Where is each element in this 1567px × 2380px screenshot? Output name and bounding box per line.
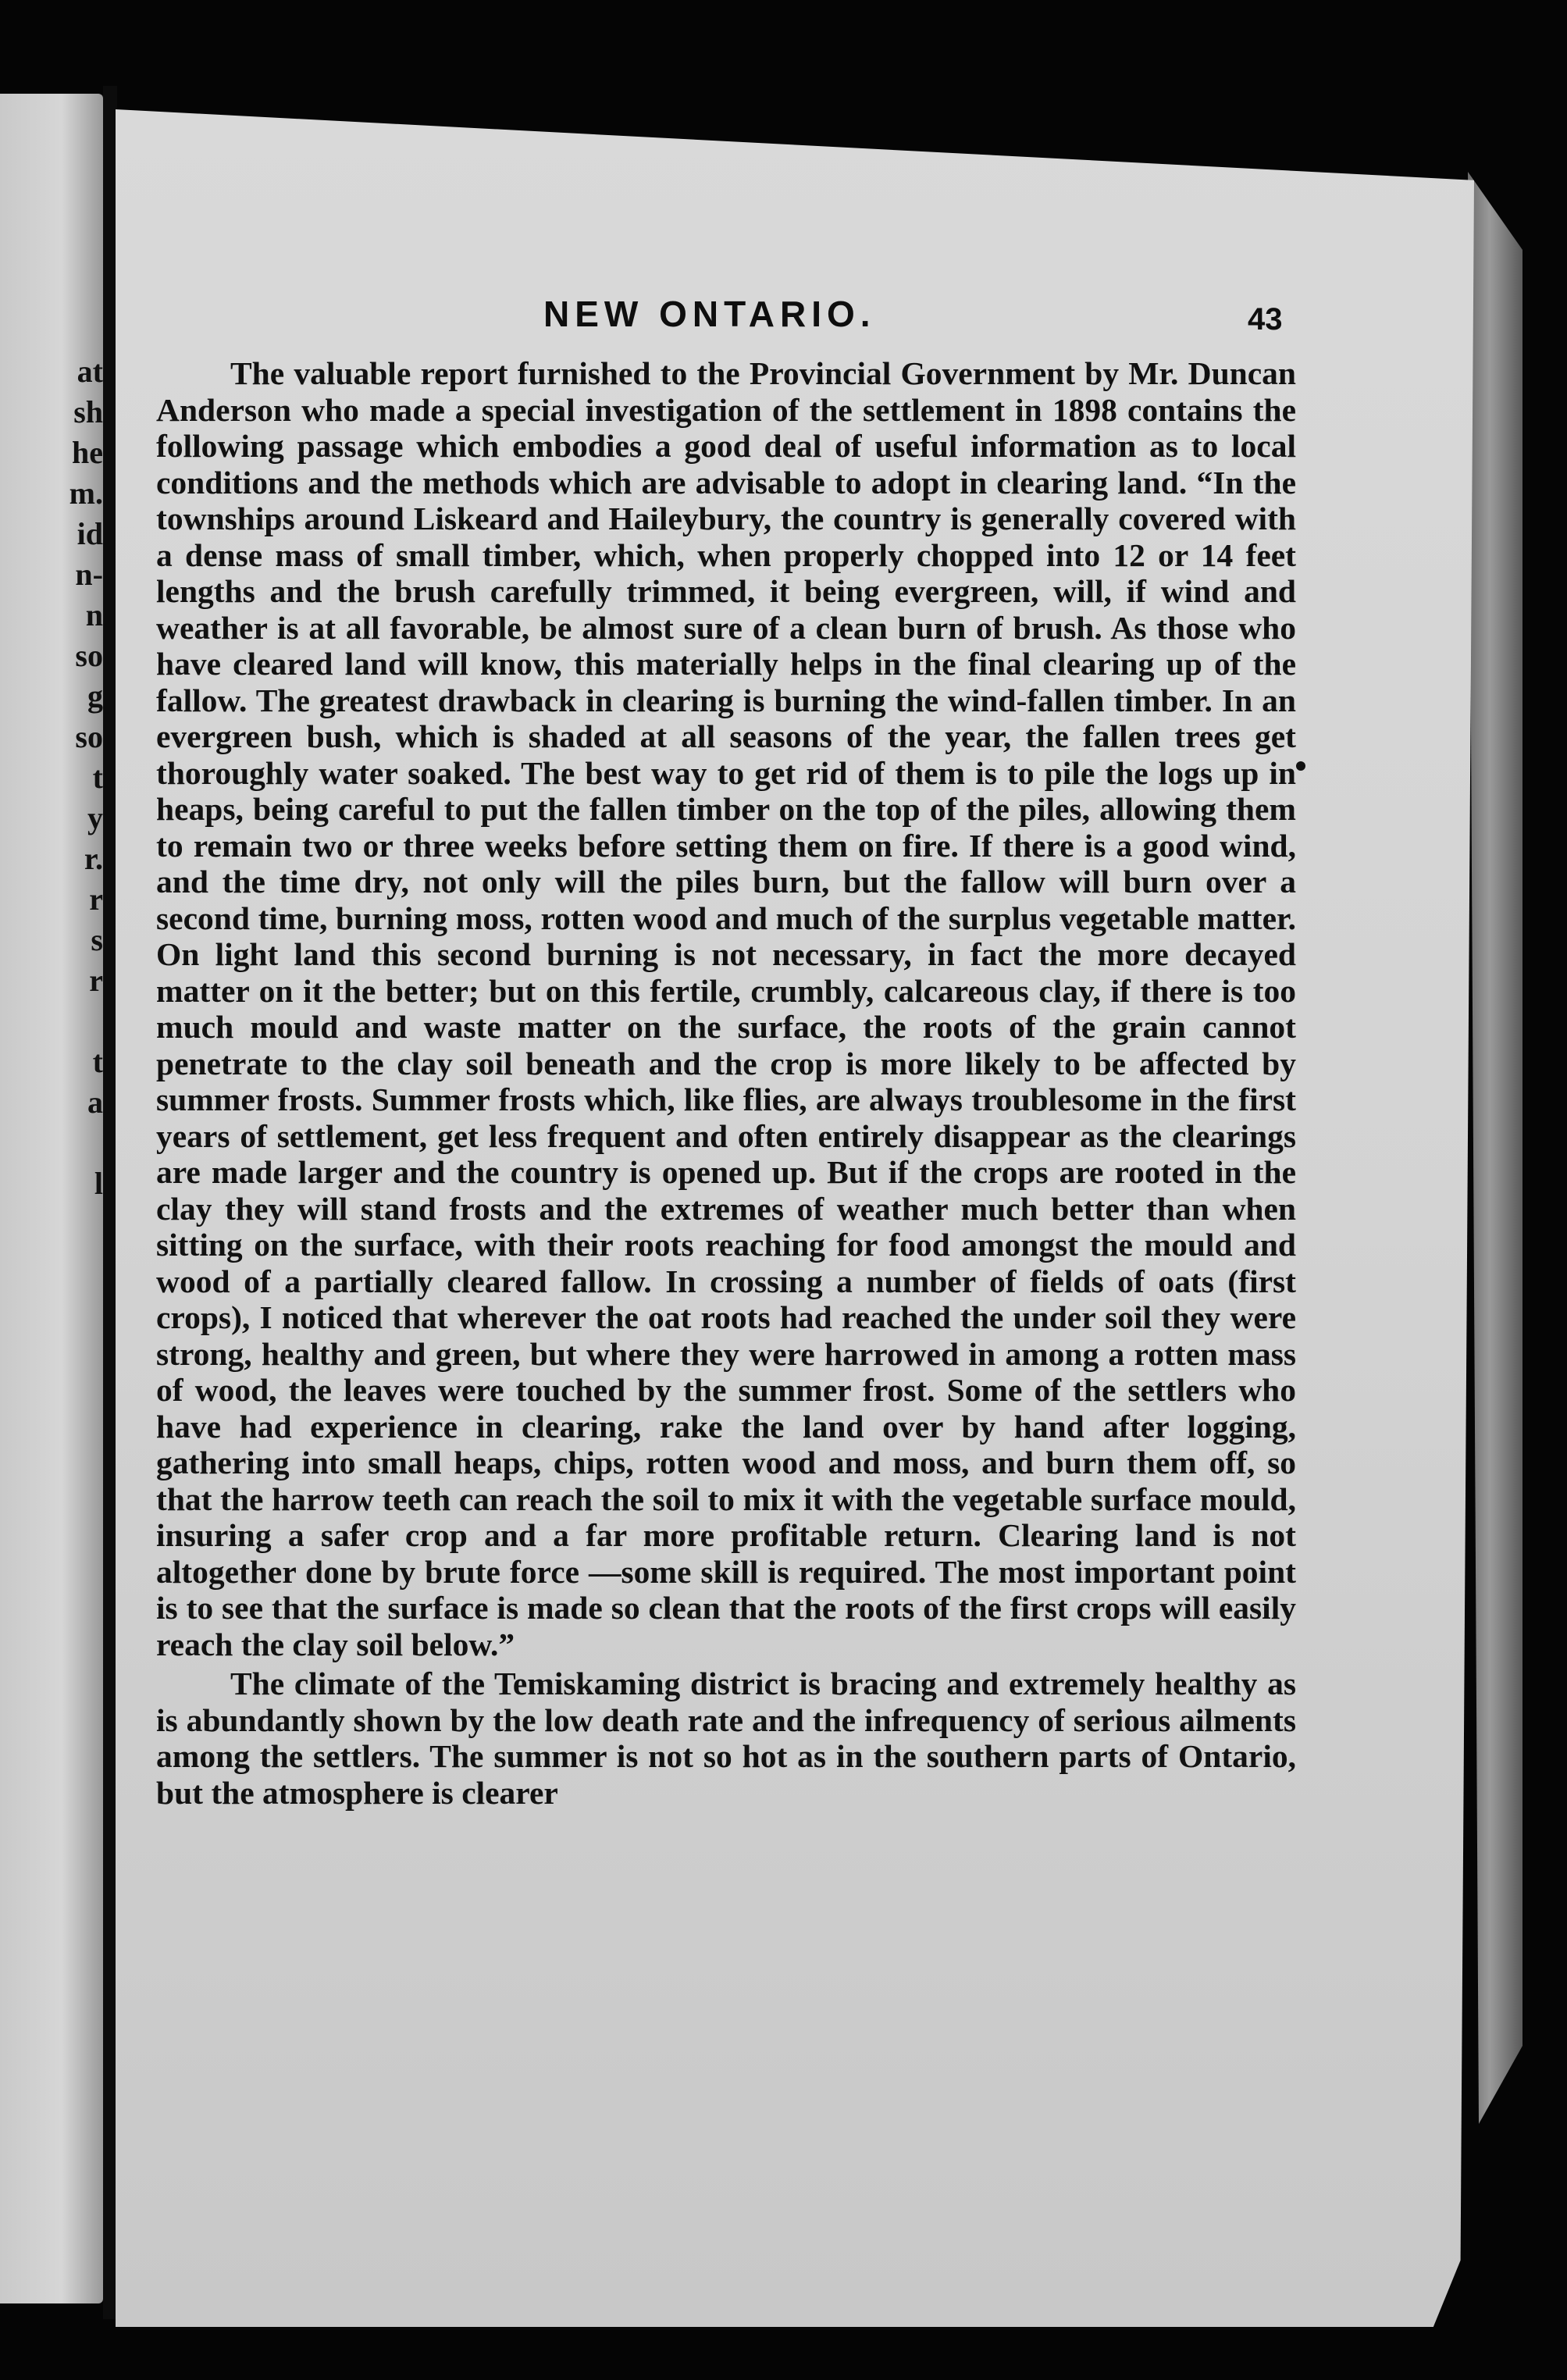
page-body bbox=[156, 355, 1296, 1811]
previous-page-edge bbox=[0, 94, 103, 2303]
line-fragment: so bbox=[75, 638, 103, 673]
line-fragment: t bbox=[92, 760, 103, 795]
line-fragment: at bbox=[77, 354, 103, 389]
line-fragment bbox=[56, 1001, 103, 1042]
paragraph-climate: The climate of the Temiskaming district is bracing and extremely healthy as is abundantly shown by the low death rate and the infrequency of serious ailments among the settlers. The summer is not so hot as in the southern parts of Ontario, but the atmosphere is clearer bbox=[156, 1666, 1296, 1811]
line-fragment: he bbox=[72, 435, 103, 470]
line-fragment: n- bbox=[75, 557, 103, 592]
paragraph-report-quote: The valuable report furnished to the Provincial Government by Mr. Duncan Anderson who made a special investigation of the settlement in 1898 contains the following passage which embodies a good deal of useful information as to local conditions and the methods which are advisable to adopt in clearing land. “In the townships around Liskeard and Haileybury, the country is generally covered with a dense mass of small timber, which, when properly chopped into 12 or 14 feet lengths and the brush carefully trimmed, it being evergreen, will, if wind and weather is at all favorable, be almost sure of a clean burn of brush. As those who have cleared land will know, this materially helps in the final clearing up of the fallow. The greatest drawback in clearing is burning the wind-fallen timber. In an evergreen bush, which is shaded at all seasons of the year, the fallen trees get thoroughly water soaked. The best way to get rid of them is to pile the logs up in heaps, being careful to put the fallen timber on the top of the piles, allowing them to remain two or three weeks before setting them on fire. If there is a good wind, and the time dry, not only will the piles burn, but the fallow will burn over a second time, burning moss, rotten wood and much of the surplus vegetable matter. On light land this second burning is not necessary, in fact the more decayed matter on it the better; but on this fertile, crumbly, calcareous clay, if there is too much mould and waste matter on the surface, the roots of the grain cannot penetrate to the clay soil beneath and the crop is more likely to be affected by summer frosts. Summer frosts which, like flies, are always troublesome in the first years of settlement, get less frequent and often entirely disappear as the clearings are made larger and the country is opened up. But if the crops are rooted in the clay they will stand frosts and the extremes of weather much better than when sitting on the surface, with their roots reaching for food amongst the mould and wood of a partially cleared fallow. In crossing a number of fields of oats (first crops), I noticed that wherever the oat roots had reached the under soil they were strong, healthy and green, but where they were harrowed in among a rotten mass of wood, the leaves were touched by the summer frost. Some of the settlers who have had experience in clearing, rake the land over by hand after logging, gathering into small heaps, chips, rotten wood and moss, and burn them off, so that the harrow teeth can reach the soil to mix it with the vegetable surface mould, insuring a safer crop and a far more profitable return. Clearing land is not altogether done by brute force —some skill is required. The most important point is to see that the surface is made so clean that the roots of the first crops will easily reach the clay soil below.” bbox=[156, 355, 1296, 1662]
line-fragment: m. bbox=[69, 476, 103, 511]
margin-ink-mark bbox=[1296, 761, 1305, 771]
line-fragment bbox=[56, 1123, 103, 1163]
book-gutter bbox=[103, 86, 117, 2319]
line-fragment: s bbox=[91, 922, 103, 957]
page-number: 43 bbox=[1248, 302, 1283, 337]
line-fragment: id bbox=[77, 516, 103, 551]
line-fragment: t bbox=[92, 1044, 103, 1079]
line-fragment: l bbox=[94, 1166, 103, 1201]
next-pages-edge bbox=[1468, 172, 1522, 2124]
line-fragment bbox=[56, 1204, 103, 1245]
running-title: NEW ONTARIO. bbox=[543, 294, 876, 334]
previous-page-line-endings bbox=[56, 351, 103, 1245]
line-fragment: g bbox=[87, 679, 103, 714]
line-fragment: sh bbox=[73, 394, 103, 429]
line-fragment: n bbox=[85, 597, 103, 632]
line-fragment: so bbox=[75, 719, 103, 754]
line-fragment: y bbox=[87, 800, 103, 835]
line-fragment: r bbox=[89, 963, 103, 998]
line-fragment: r. bbox=[84, 841, 103, 876]
line-fragment: r bbox=[89, 882, 103, 917]
page-header bbox=[116, 293, 1474, 347]
line-fragment: a bbox=[87, 1085, 103, 1120]
